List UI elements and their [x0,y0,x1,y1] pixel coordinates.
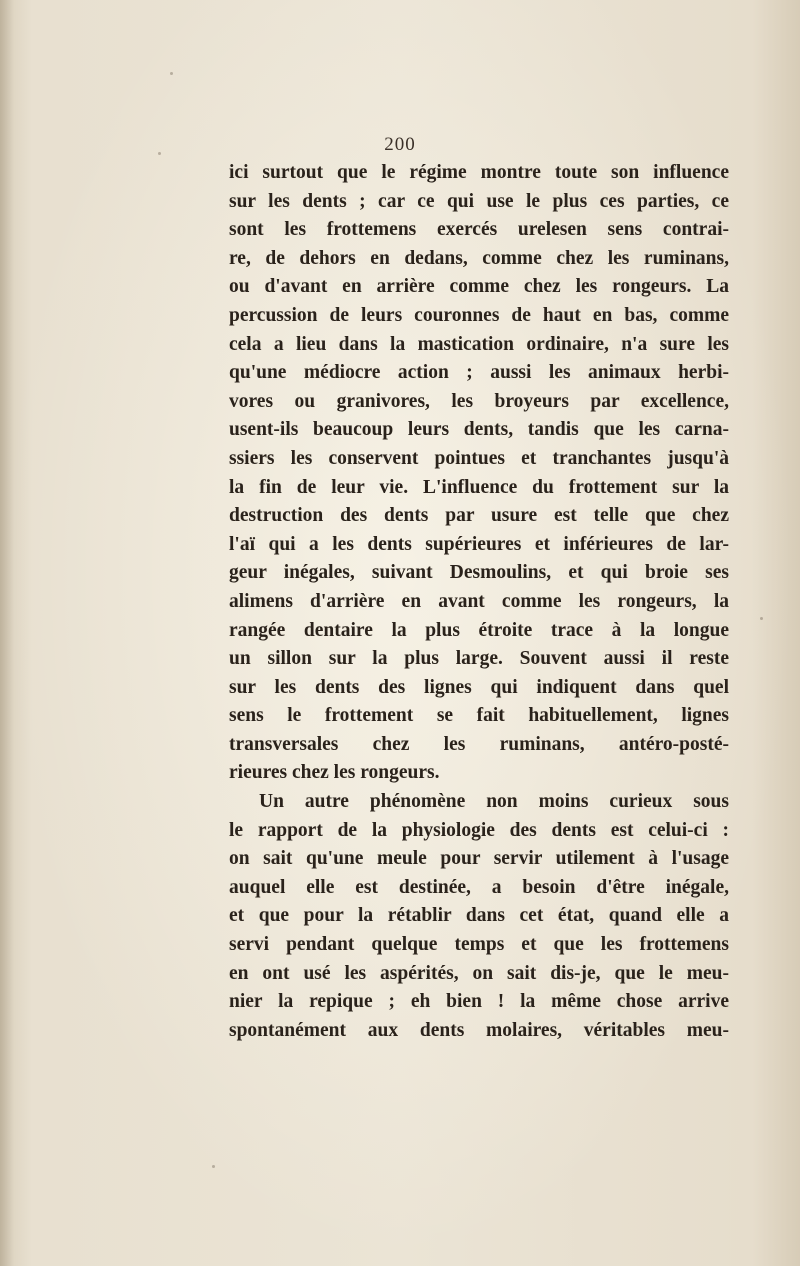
text-line: nier la repique ; eh bien ! la même chose arrive [229,991,729,1013]
text-line: sur les dents ; car ce qui use le plus ces parties, ce [229,190,729,212]
text-line: usent-ils beaucoup leurs dents, tandis que les carna- [229,419,729,441]
page-number: 200 [384,134,416,155]
paper-speck [158,152,161,155]
text-line: le rapport de la physiologie des dents est celui-ci : [229,819,729,841]
text-line: spontanément aux dents molaires, véritables meu- [229,1019,729,1041]
text-line: Un autre phénomène non moins curieux sous [259,791,729,813]
text-line: en ont usé les aspérités, on sait dis-je, que le meu- [229,962,729,984]
text-line: percussion de leurs couronnes de haut en bas, comme [229,304,729,326]
text-line: sont les frottemens exercés urelesen sens contrai- [229,219,729,241]
text-line: la fin de leur vie. L'influence du frottement sur la [229,476,729,498]
text-line: ssiers les conservent pointues et tranchantes jusqu'à [229,447,729,469]
paper-speck [212,1165,215,1168]
text-line: sens le frottement se fait habituellement, lignes [229,705,729,727]
text-line: destruction des dents par usure est telle que chez [229,505,729,527]
text-line: l'aï qui a les dents supérieures et inférieures de lar- [229,533,729,555]
text-line: re, de dehors en dedans, comme chez les ruminans, [229,247,729,269]
text-line: rieures chez les rongeurs. [229,762,440,784]
paragraph-2 [229,788,729,1045]
text-line: ici surtout que le régime montre toute son influence [229,162,729,183]
body-text [229,159,729,1045]
text-line: rangée dentaire la plus étroite trace à la longue [229,619,729,641]
paper-speck [760,617,763,620]
text-line: sur les dents des lignes qui indiquent dans quel [229,676,729,698]
text-line: servi pendant quelque temps et que les frottemens [229,934,729,956]
paragraph-1 [229,159,729,788]
text-line: on sait qu'une meule pour servir utilement à l'usage [229,848,729,870]
text-line: cela a lieu dans la mastication ordinaire, n'a sure les [229,333,729,355]
text-line: qu'une médiocre action ; aussi les animaux herbi- [229,362,729,384]
binding-shadow [0,0,14,1266]
text-line: vores ou granivores, les broyeurs par excellence, [229,390,729,412]
text-line: geur inégales, suivant Desmoulins, et qui broie ses [229,562,729,584]
text-line: un sillon sur la plus large. Souvent aussi il reste [229,648,729,670]
text-line: ou d'avant en arrière comme chez les rongeurs. La [229,276,729,298]
text-line: auquel elle est destinée, a besoin d'être inégale, [229,876,729,898]
text-line: alimens d'arrière en avant comme les rongeurs, la [229,590,729,612]
text-line: transversales chez les ruminans, antéro-posté- [229,733,729,755]
text-line: et que pour la rétablir dans cet état, quand elle a [229,905,729,927]
paper-speck [170,72,173,75]
